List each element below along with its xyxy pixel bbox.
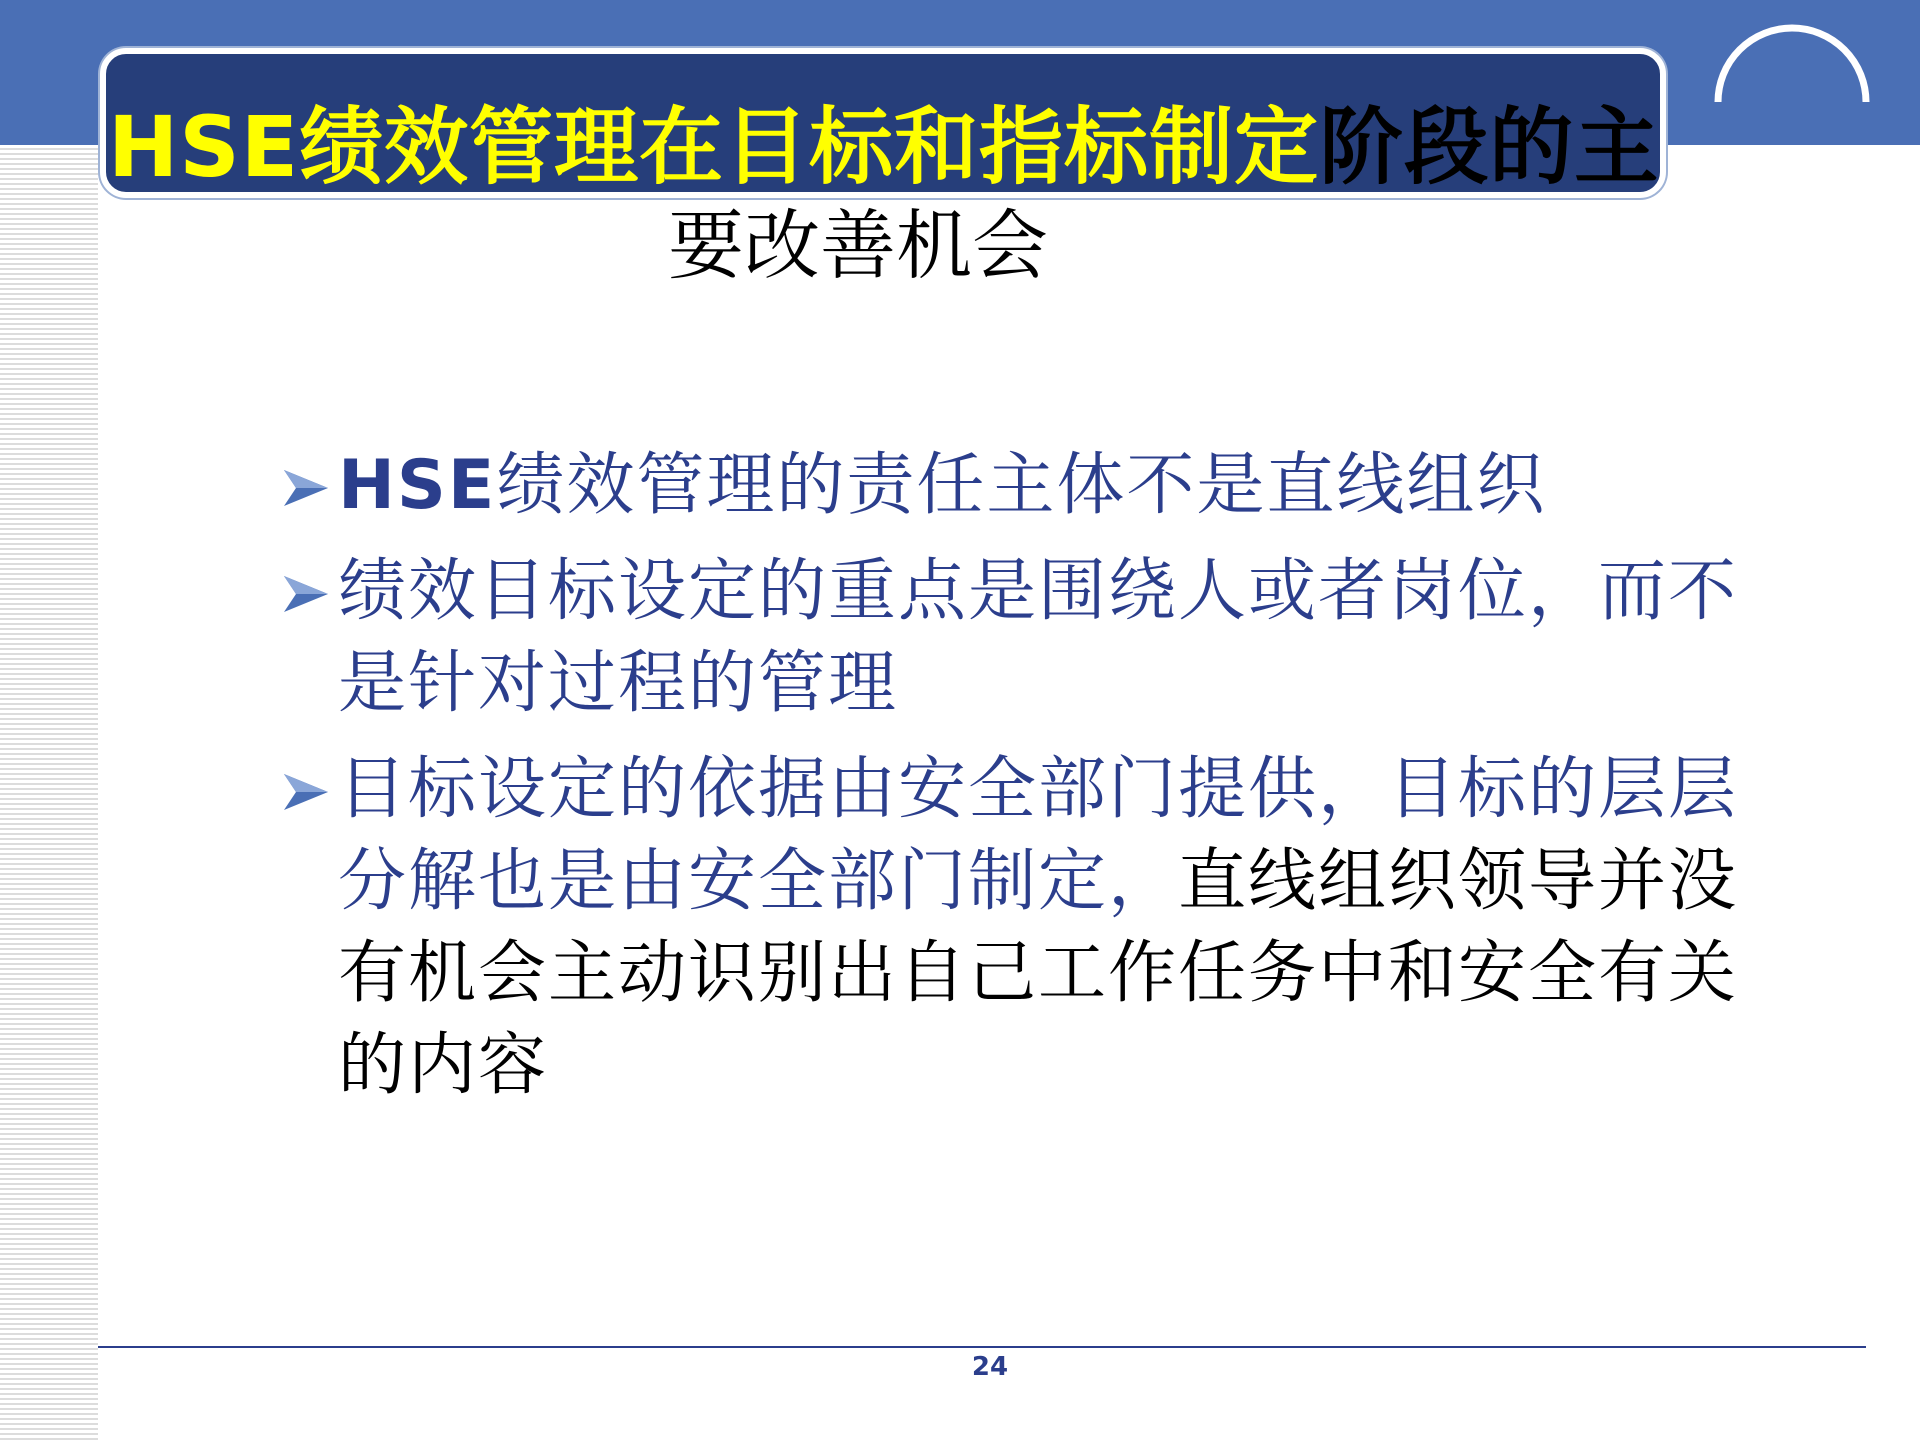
bullet-latin-text: HSE bbox=[338, 446, 497, 525]
footer-divider bbox=[98, 1346, 1866, 1348]
slide-title-continued: 要改善机会 bbox=[668, 201, 1048, 290]
arrow-bullet-icon bbox=[282, 572, 332, 616]
bullet-item bbox=[280, 440, 1760, 532]
bullet-text: 绩效目标设定的重点是围绕人或者岗位，而不是针对过程的管理 bbox=[338, 552, 1739, 723]
bullet-text: 目标设定的依据由安全部门提供，目标的层层分解也是由安全部门制定， bbox=[338, 750, 1739, 921]
bullet-text-dark: 直线组织领导并没有机会主动识别出自己工作任务中和安全有关的内容 bbox=[338, 842, 1739, 1105]
bullet-item bbox=[280, 546, 1760, 730]
slide-title-highlight: HSE绩效管理在目标和指标制定 bbox=[108, 98, 1320, 196]
bullet-item bbox=[280, 744, 1760, 1112]
arc-decoration bbox=[1712, 22, 1872, 182]
bullet-list bbox=[280, 440, 1760, 1126]
left-stripe-pattern bbox=[0, 0, 98, 1440]
bullet-text: 绩效管理的责任主体不是直线组织 bbox=[496, 446, 1547, 525]
arrow-bullet-icon bbox=[282, 770, 332, 814]
page-number: 24 bbox=[971, 1352, 1009, 1382]
slide-title-rest: 阶段的主 bbox=[1319, 98, 1660, 196]
slide-title bbox=[108, 92, 1668, 202]
arrow-bullet-icon bbox=[282, 466, 332, 510]
